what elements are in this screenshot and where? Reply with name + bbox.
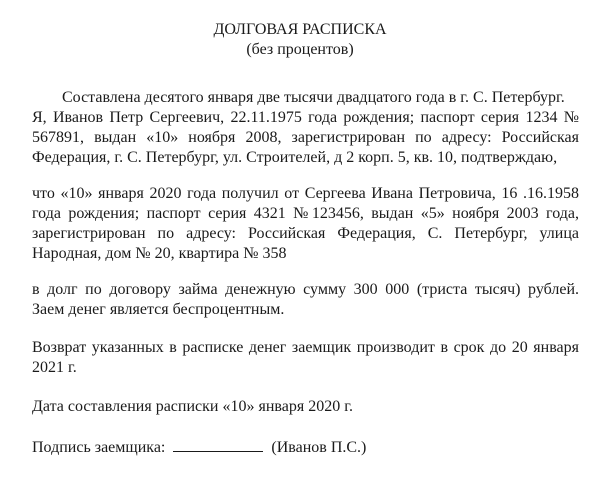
intro-line-1: Составлена десятого января две тысячи двадцатого года в г. С. Петербург.	[62, 89, 565, 106]
document-heading	[0, 20, 600, 60]
paragraph-date	[32, 397, 579, 417]
paragraph-lender	[32, 184, 579, 264]
signature-line	[32, 437, 579, 458]
document-subtitle: (без процентов)	[246, 41, 354, 58]
signature-blank-line	[173, 437, 263, 452]
intro-line-2: Я, Иванов Петр Сергеевич, 22.11.1975 года рождения; паспорт серия 1234 №	[32, 109, 579, 126]
paragraph-amount	[32, 280, 579, 320]
intro-line-4: Федерация, г. С. Петербург, ул. Строителей, д 2 корп. 5, кв. 10, подтверждаю,	[32, 149, 558, 166]
paragraph-repayment	[32, 338, 579, 378]
signature-label: Подпись заемщика:	[32, 439, 166, 456]
amount-line-2: Заем денег является беспроцентным.	[32, 301, 285, 318]
signature-block	[32, 437, 579, 458]
lender-line-3: зарегистрирован по адресу: Российская Федерация, С. Петербург, улица	[32, 225, 579, 242]
lender-line-1: что «10» января 2020 года получил от Сергеева Ивана Петровича, 16 .16.1958	[32, 185, 579, 202]
signature-name: (Иванов П.С.)	[271, 439, 367, 456]
lender-line-4: Народная, дом № 20, квартира № 358	[32, 245, 287, 262]
repayment-line-2: 2021 г.	[32, 359, 77, 376]
date-line: Дата составления расписки «10» января 2020 г.	[32, 398, 353, 415]
amount-line-1: в долг по договору займа денежную сумму 300 000 (триста тысяч) рублей.	[32, 281, 579, 298]
paragraph-intro	[32, 88, 579, 168]
document-title: ДОЛГОВАЯ РАСПИСКА	[213, 21, 387, 38]
intro-line-3: 567891, выдан «10» ноября 2008, зарегистрирован по адресу: Российская	[32, 129, 579, 146]
lender-line-2: года рождения; паспорт серия 4321 №123456, выдан «5» ноября 2003 года,	[32, 205, 579, 222]
repayment-line-1: Возврат указанных в расписке денег заемщик производит в срок до 20 января	[32, 339, 579, 356]
